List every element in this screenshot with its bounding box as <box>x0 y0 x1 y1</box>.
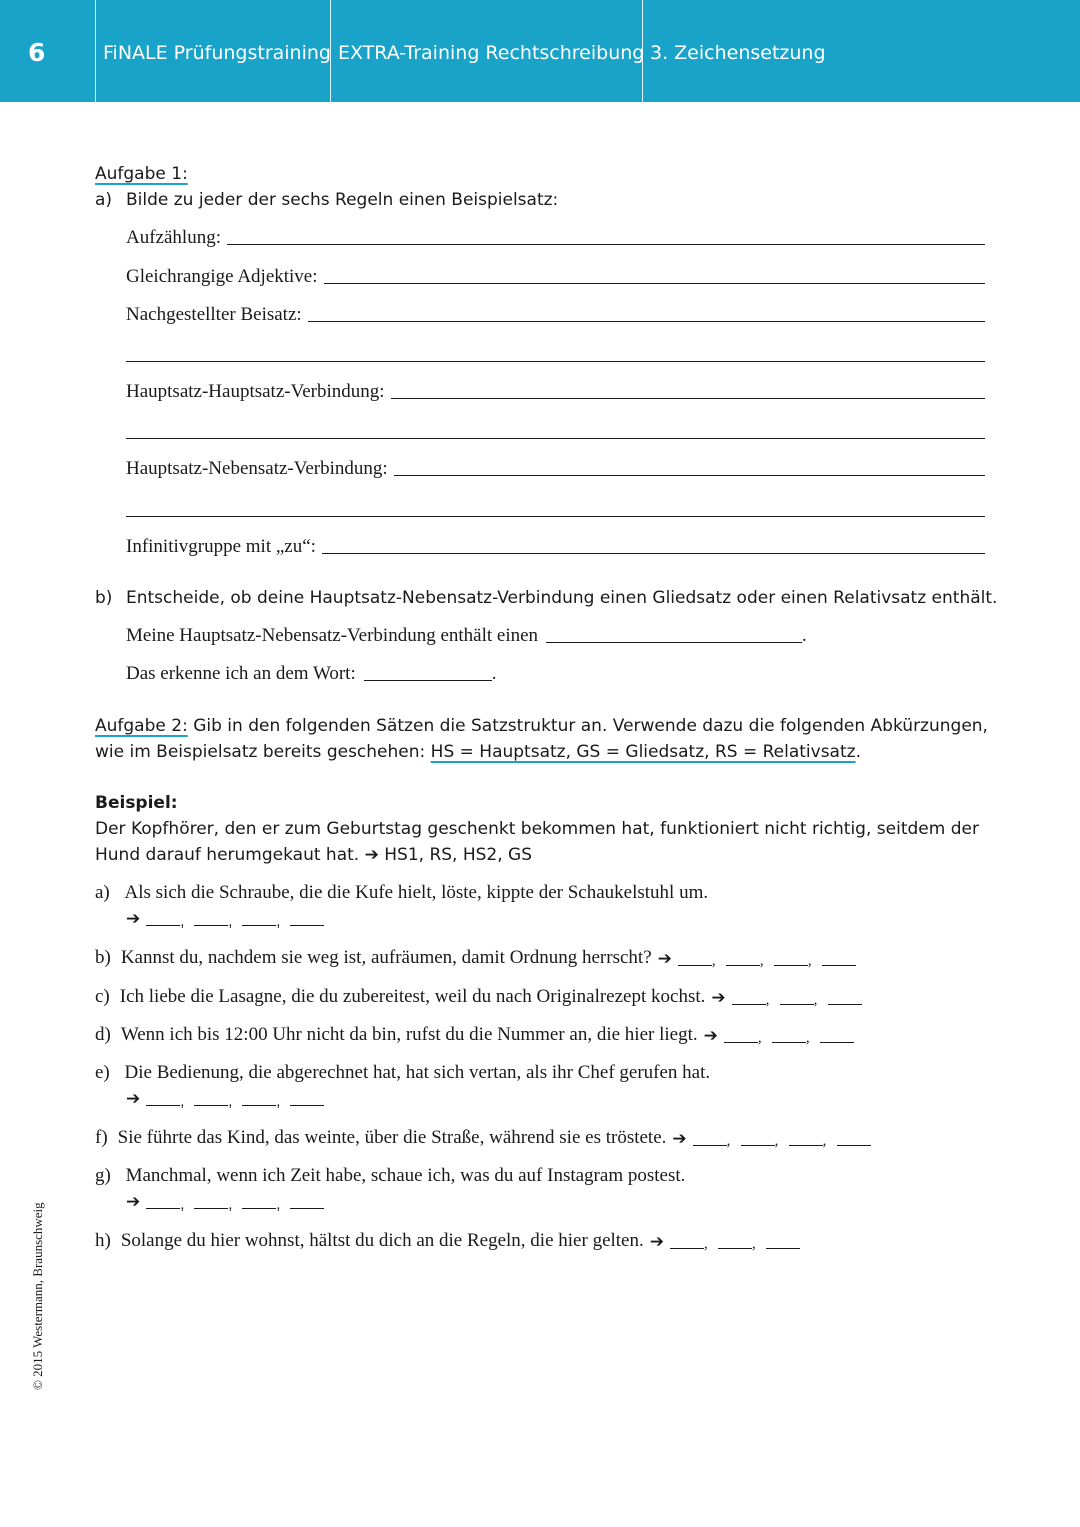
task1-b-instruction: Entscheide, ob deine Hauptsatz-Nebensatz-Verbindung einen Gliedsatz oder einen Relativsatz enthält. <box>126 588 998 608</box>
separator: , <box>822 1133 827 1149</box>
task1-a-marker: a) <box>95 190 113 210</box>
answer-line[interactable] <box>364 680 492 681</box>
field-hauptsatz-nebensatz <box>126 458 985 480</box>
answer-blank[interactable] <box>242 1208 276 1209</box>
answer-blank[interactable] <box>772 1042 806 1043</box>
abbreviations-legend: HS = Hauptsatz, GS = Gliedsatz, RS = Relativsatz <box>430 742 856 762</box>
answer-blank[interactable] <box>718 1248 752 1249</box>
task1-b-sentence1 <box>126 625 807 647</box>
item-marker: d) <box>95 1024 111 1045</box>
item-marker: f) <box>95 1127 108 1148</box>
answer-blank[interactable] <box>194 1105 228 1106</box>
sentence-text: Hund darauf herumgekaut hat. <box>95 845 360 865</box>
copyright-notice: © 2015 Westermann, Braunschweig <box>30 1202 45 1390</box>
answer-blank[interactable] <box>820 1042 854 1043</box>
field-label: Nachgestellter Beisatz: <box>126 304 302 325</box>
answer-blank[interactable] <box>828 1004 862 1005</box>
header-section-title: EXTRA-Training Rechtschreibung <box>330 0 644 102</box>
arrow-icon: ➔ <box>703 1026 718 1046</box>
answer-blank[interactable] <box>146 1105 180 1106</box>
separator: , <box>765 992 770 1008</box>
answer-line-continuation[interactable] <box>126 438 985 439</box>
item-marker: e) <box>95 1062 110 1083</box>
answer-line[interactable] <box>322 553 985 554</box>
answer-blank[interactable] <box>766 1248 800 1249</box>
arrow-icon: ➔ <box>649 1232 664 1252</box>
answer-line[interactable] <box>546 642 802 643</box>
header-chapter-title: 3. Zeichensetzung <box>642 0 826 102</box>
separator: , <box>805 1030 810 1046</box>
separator: , <box>180 1093 185 1110</box>
answer-blank[interactable] <box>290 1105 324 1106</box>
exercise-item-e <box>95 1062 710 1084</box>
answer-blank[interactable] <box>290 1208 324 1209</box>
arrow-icon: ➔ <box>672 1129 687 1149</box>
task2-intro-text: Gib in den folgenden Sätzen die Satzstruktur an. Verwende dazu die folgenden Abkürzungen, <box>187 716 988 736</box>
separator: , <box>276 1093 281 1110</box>
answer-line[interactable] <box>227 244 985 245</box>
task2-intro-line1 <box>95 716 988 736</box>
header-series-title: FiNALE Prüfungstraining <box>95 0 331 102</box>
separator: , <box>704 1236 708 1252</box>
period: . <box>491 663 497 684</box>
sentence-text: Meine Hauptsatz-Nebensatz-Verbindung enthält einen <box>126 625 539 646</box>
answer-blanks-e <box>126 1089 324 1109</box>
item-marker: g) <box>95 1165 111 1186</box>
task1-title: Aufgabe 1: <box>95 164 188 184</box>
item-marker: c) <box>95 986 110 1007</box>
task2-intro-line2 <box>95 742 861 762</box>
answer-blank[interactable] <box>774 965 808 966</box>
answer-blank[interactable] <box>670 1248 704 1249</box>
separator: , <box>752 1236 756 1252</box>
answer-blank[interactable] <box>732 1004 766 1005</box>
exercise-item-a <box>95 882 708 904</box>
example-answer: HS1, RS, HS2, GS <box>384 845 533 865</box>
exercise-item-g <box>95 1165 685 1187</box>
answer-blank[interactable] <box>678 965 712 966</box>
answer-line[interactable] <box>308 321 985 322</box>
arrow-icon: ➔ <box>657 949 672 969</box>
answer-blank[interactable] <box>789 1145 823 1146</box>
example-title: Beispiel: <box>95 793 178 813</box>
answer-blanks-g <box>126 1192 324 1212</box>
task1-b-marker: b) <box>95 588 113 608</box>
field-label: Aufzählung: <box>126 227 221 248</box>
example-sentence-line2 <box>95 845 532 865</box>
field-infinitivgruppe <box>126 536 985 558</box>
separator: , <box>276 913 281 930</box>
separator: , <box>276 1196 281 1213</box>
exercise-item-d <box>95 1024 854 1046</box>
answer-line[interactable] <box>394 475 985 476</box>
field-hauptsatz-hauptsatz <box>126 381 985 403</box>
task2-title: Aufgabe 2: <box>95 716 188 736</box>
separator: , <box>711 953 716 969</box>
field-gleichrangige-adjektive <box>126 266 985 288</box>
answer-blank[interactable] <box>693 1145 727 1146</box>
item-marker: a) <box>95 882 110 903</box>
item-sentence: Wenn ich bis 12:00 Uhr nicht da bin, rufst du die Nummer an, die hier liegt. <box>120 1024 698 1045</box>
arrow-icon: ➔ <box>126 1192 141 1212</box>
answer-line-continuation[interactable] <box>126 361 985 362</box>
item-sentence: Manchmal, wenn ich Zeit habe, schaue ich, was du auf Instagram postest. <box>125 1165 686 1186</box>
answer-line[interactable] <box>391 398 985 399</box>
answer-blank[interactable] <box>242 925 276 926</box>
task2-intro-text: wie im Beispielsatz bereits geschehen: <box>95 742 431 762</box>
example-sentence-line1: Der Kopfhörer, den er zum Geburtstag geschenkt bekommen hat, funktioniert nicht richtig, seitdem der <box>95 819 979 839</box>
task1-b-sentence2 <box>126 663 497 685</box>
answer-blank[interactable] <box>780 1004 814 1005</box>
answer-blank[interactable] <box>194 1208 228 1209</box>
answer-blank[interactable] <box>242 1105 276 1106</box>
field-label: Hauptsatz-Hauptsatz-Verbindung: <box>126 381 385 402</box>
item-sentence: Ich liebe die Lasagne, die du zubereitest, weil du nach Originalrezept kochst. <box>119 986 706 1007</box>
separator: , <box>807 953 812 969</box>
period: . <box>855 742 861 762</box>
answer-blank[interactable] <box>724 1042 758 1043</box>
answer-blank[interactable] <box>146 925 180 926</box>
answer-blank[interactable] <box>194 925 228 926</box>
arrow-icon: ➔ <box>126 1089 141 1109</box>
answer-blank[interactable] <box>146 1208 180 1209</box>
field-label: Gleichrangige Adjektive: <box>126 266 318 287</box>
field-label: Infinitivgruppe mit „zu“: <box>126 536 316 557</box>
arrow-icon: ➔ <box>126 909 141 929</box>
separator: , <box>228 1196 233 1213</box>
item-sentence: Sie führte das Kind, das weinte, über die Straße, während sie es tröstete. <box>117 1127 667 1148</box>
separator: , <box>228 1093 233 1110</box>
sentence-text: Das erkenne ich an dem Wort: <box>126 663 356 684</box>
answer-blank[interactable] <box>837 1145 871 1146</box>
item-sentence: Solange du hier wohnst, hältst du dich an die Regeln, die hier gelten. <box>120 1230 644 1251</box>
answer-blank[interactable] <box>741 1145 775 1146</box>
item-marker: b) <box>95 947 111 968</box>
answer-blanks-a <box>126 909 324 929</box>
field-label: Hauptsatz-Nebensatz-Verbindung: <box>126 458 388 479</box>
separator: , <box>228 913 233 930</box>
separator: , <box>726 1133 731 1149</box>
exercise-item-b <box>95 947 856 969</box>
item-sentence: Kannst du, nachdem sie weg ist, aufräumen, damit Ordnung herrscht? <box>120 947 652 968</box>
field-nachgestellter-beisatz <box>126 304 985 326</box>
answer-line-continuation[interactable] <box>126 516 985 517</box>
separator: , <box>180 913 185 930</box>
separator: , <box>759 953 764 969</box>
exercise-item-f <box>95 1127 871 1149</box>
exercise-item-c <box>95 986 862 1008</box>
arrow-icon: ➔ <box>364 845 379 865</box>
item-sentence: Die Bedienung, die abgerechnet hat, hat sich vertan, als ihr Chef gerufen hat. <box>124 1062 711 1083</box>
answer-blank[interactable] <box>726 965 760 966</box>
item-marker: h) <box>95 1230 111 1251</box>
task1-a-instruction: Bilde zu jeder der sechs Regeln einen Beispielsatz: <box>126 190 559 210</box>
separator: , <box>774 1133 779 1149</box>
answer-line[interactable] <box>324 283 985 284</box>
exercise-item-h <box>95 1230 800 1252</box>
separator: , <box>813 992 818 1008</box>
answer-blank[interactable] <box>822 965 856 966</box>
page-header <box>0 0 1080 102</box>
page-number: 6 <box>28 38 46 67</box>
separator: , <box>757 1030 762 1046</box>
field-aufzaehlung <box>126 227 985 249</box>
period: . <box>802 625 807 646</box>
arrow-icon: ➔ <box>711 988 726 1008</box>
item-sentence: Als sich die Schraube, die die Kufe hielt, löste, kippte der Schaukelstuhl um. <box>124 882 709 903</box>
separator: , <box>180 1196 185 1213</box>
answer-blank[interactable] <box>290 925 324 926</box>
